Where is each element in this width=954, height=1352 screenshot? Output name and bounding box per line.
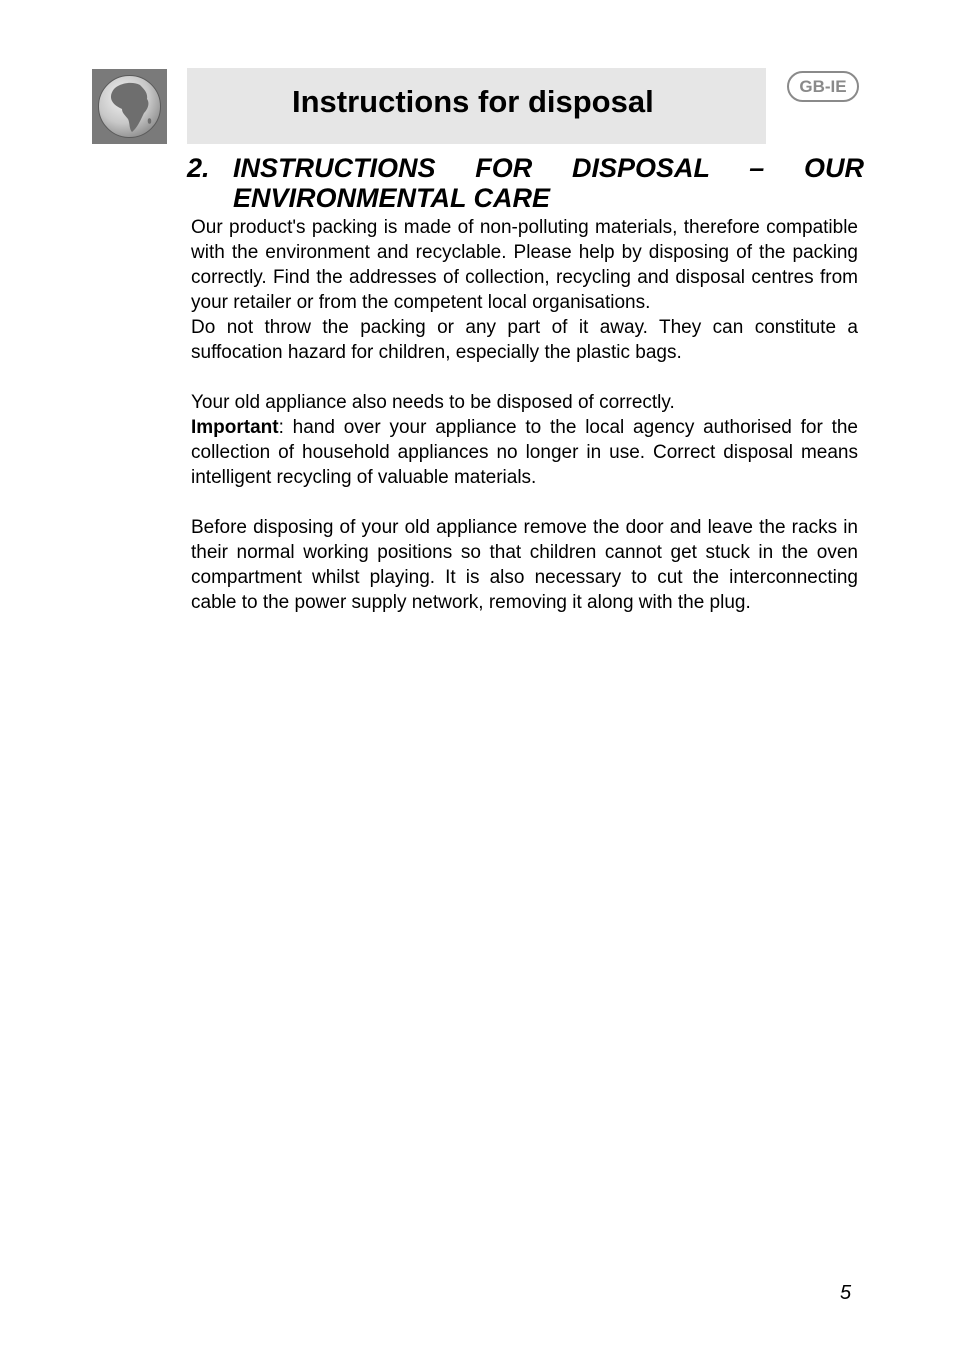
- title-bar: [187, 68, 766, 144]
- language-badge: GB-IE: [787, 71, 859, 102]
- body-text: [191, 215, 858, 615]
- globe-icon: [92, 69, 167, 144]
- section-heading-line-2: ENVIRONMENTAL CARE: [233, 183, 551, 213]
- important-label: Important: [191, 417, 279, 438]
- page-title: Instructions for disposal: [292, 84, 654, 119]
- section-number: 2.: [187, 153, 210, 183]
- paragraph-old-appliance: Your old appliance also needs to be disposed of correctly.: [191, 392, 675, 413]
- page-number: 5: [840, 1282, 852, 1304]
- important-text: : hand over your appliance to the local agency authorised for the collection of household appliances no longer in use. Correct disposal means intelligent recycling of valuable materials.: [191, 417, 858, 488]
- globe-logo: [92, 69, 167, 144]
- paragraph-important: [191, 415, 858, 490]
- paragraph-packing-materials: Our product's packing is made of non-polluting materials, therefore compatible with the environment and recyclable. Please help by disposing of the packing correctly. Find the addresses of collection, recycling and disposal centres from your retailer or from the competent local organisations.: [191, 217, 858, 313]
- paragraph-before-disposing: Before disposing of your old appliance remove the door and leave the racks in their normal working positions so that children cannot get stuck in the oven compartment whilst playing. It is also necessary to cut the interconnecting cable to the power supply network, removing it along with the plug.: [191, 517, 858, 613]
- section-heading: [187, 153, 864, 213]
- paragraph-packing-hazard: Do not throw the packing or any part of it away. They can constitute a suffocation hazard for children, especially the plastic bags.: [191, 317, 858, 363]
- section-heading-line-1: INSTRUCTIONS FOR DISPOSAL – OUR: [233, 153, 864, 183]
